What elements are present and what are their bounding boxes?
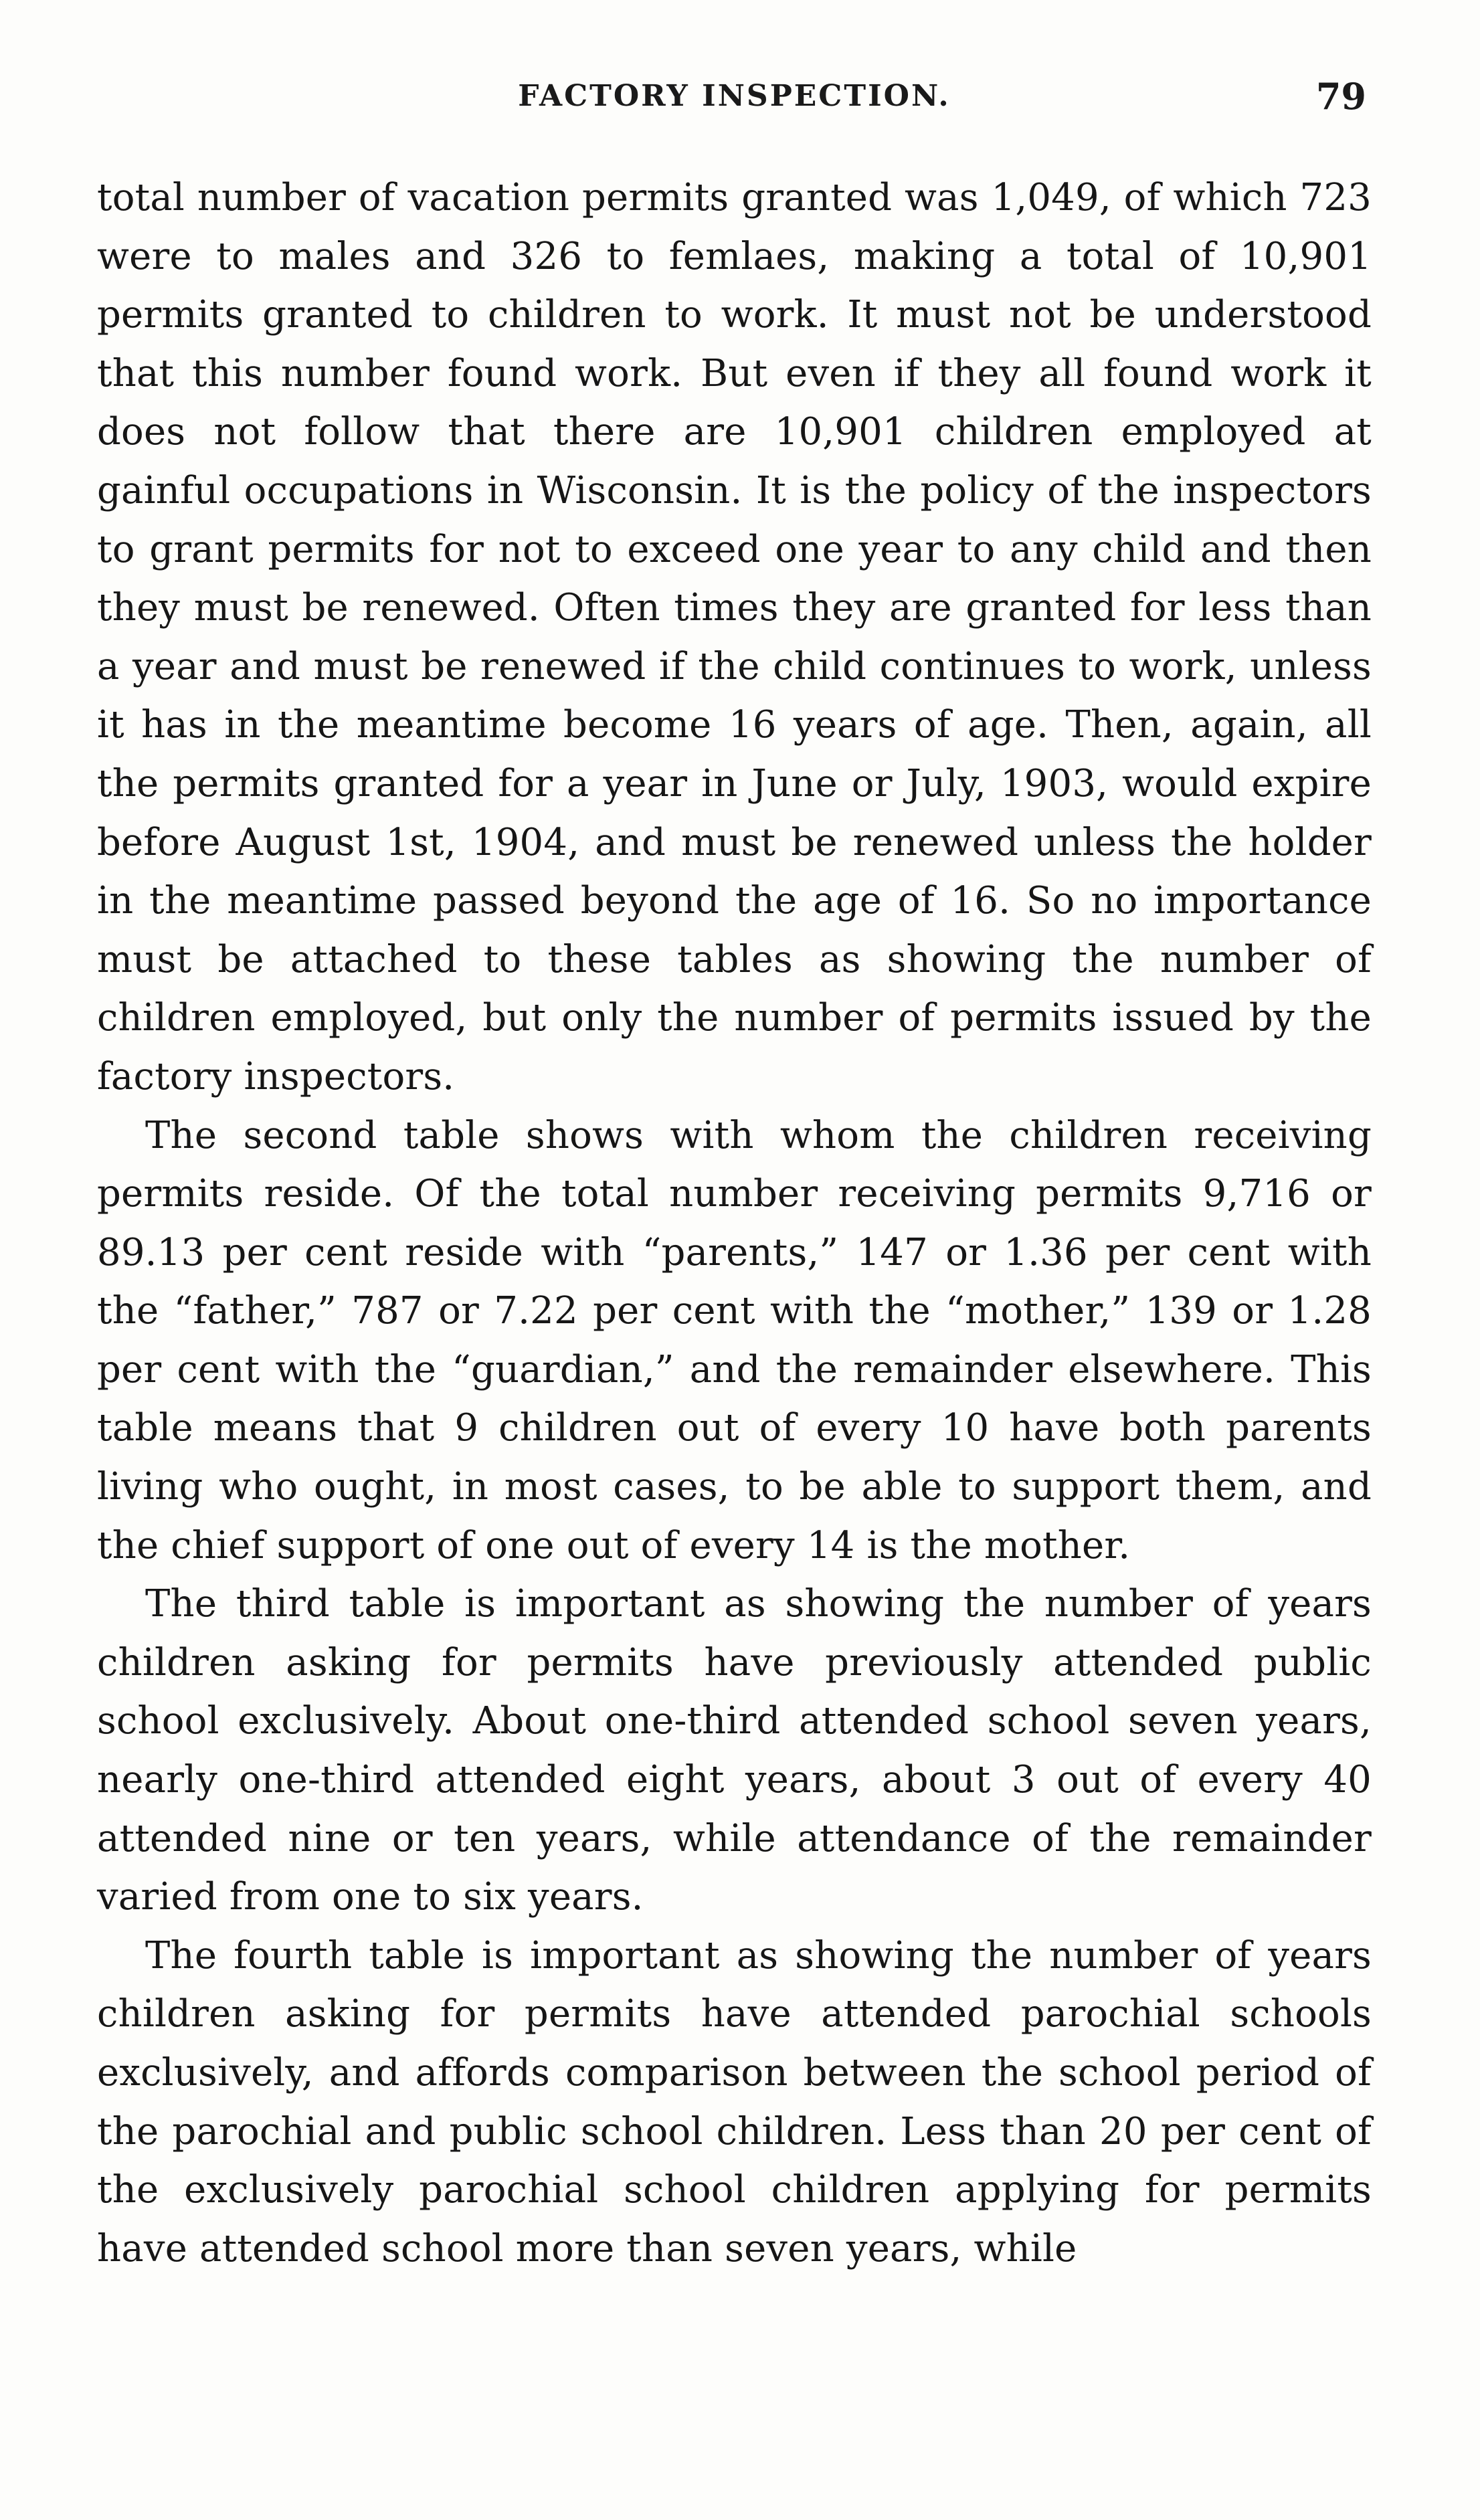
body-text xyxy=(97,169,1372,2278)
running-title: FACTORY INSPECTION. xyxy=(518,79,951,113)
paragraph-second-table: The second table shows with whom the children receiving permits reside. Of the total number receiving permits 9,716 or 89.13 per cent reside with “parents,” 147 or 1.36 per cent with the “father,” 787 or 7.22 per cent with the “mother,” 139 or 1.28 per cent with the “guardian,” and the remainder elsewhere. This table means that 9 children out of every 10 have both parents living who ought, in most cases, to be able to support them, and the chief support of one out of every 14 is the mother. xyxy=(97,1113,1372,1567)
paragraph-continued: total number of vacation permits granted was 1,049, of which 723 were to males and 326 to femlaes, making a total of 10,901 permits granted to children to work. It must not be understood that this number found work. But even if they all found work it does not follow that there are 10,901 children employed at gainful occupations in Wisconsin. It is the policy of the inspectors to grant permits for not to exceed one year to any child and then they must be renewed. Often times they are granted for less than a year and must be renewed if the child continues to work, unless it has in the meantime become 16 years of age. Then, again, all the permits granted for a year in June or July, 1903, would expire before August 1st, 1904, and must be renewed unless the holder in the meantime passed beyond the age of 16. So no importance must be attached to these tables as showing the number of children employed, but only the number of permits issued by the factory inspectors. xyxy=(97,176,1372,1098)
paragraph-third-table: The third table is important as showing the number of years children asking for permits have previously attended public school exclusively. About one-third attended school seven years, nearly one-third attended eight years, about 3 out of every 40 attended nine or ten years, while attendance of the remainder varied from one to six years. xyxy=(97,1582,1372,1919)
page-number: 79 xyxy=(1315,75,1366,118)
paragraph-fourth-table: The fourth table is important as showing the number of years children asking for permits have attended parochial schools exclusively, and affords comparison between the school period of the parochial and public school children. Less than 20 per cent of the exclusively parochial school children applying for permits have attended school more than seven years, while xyxy=(97,1933,1372,2270)
page-header xyxy=(97,75,1372,132)
